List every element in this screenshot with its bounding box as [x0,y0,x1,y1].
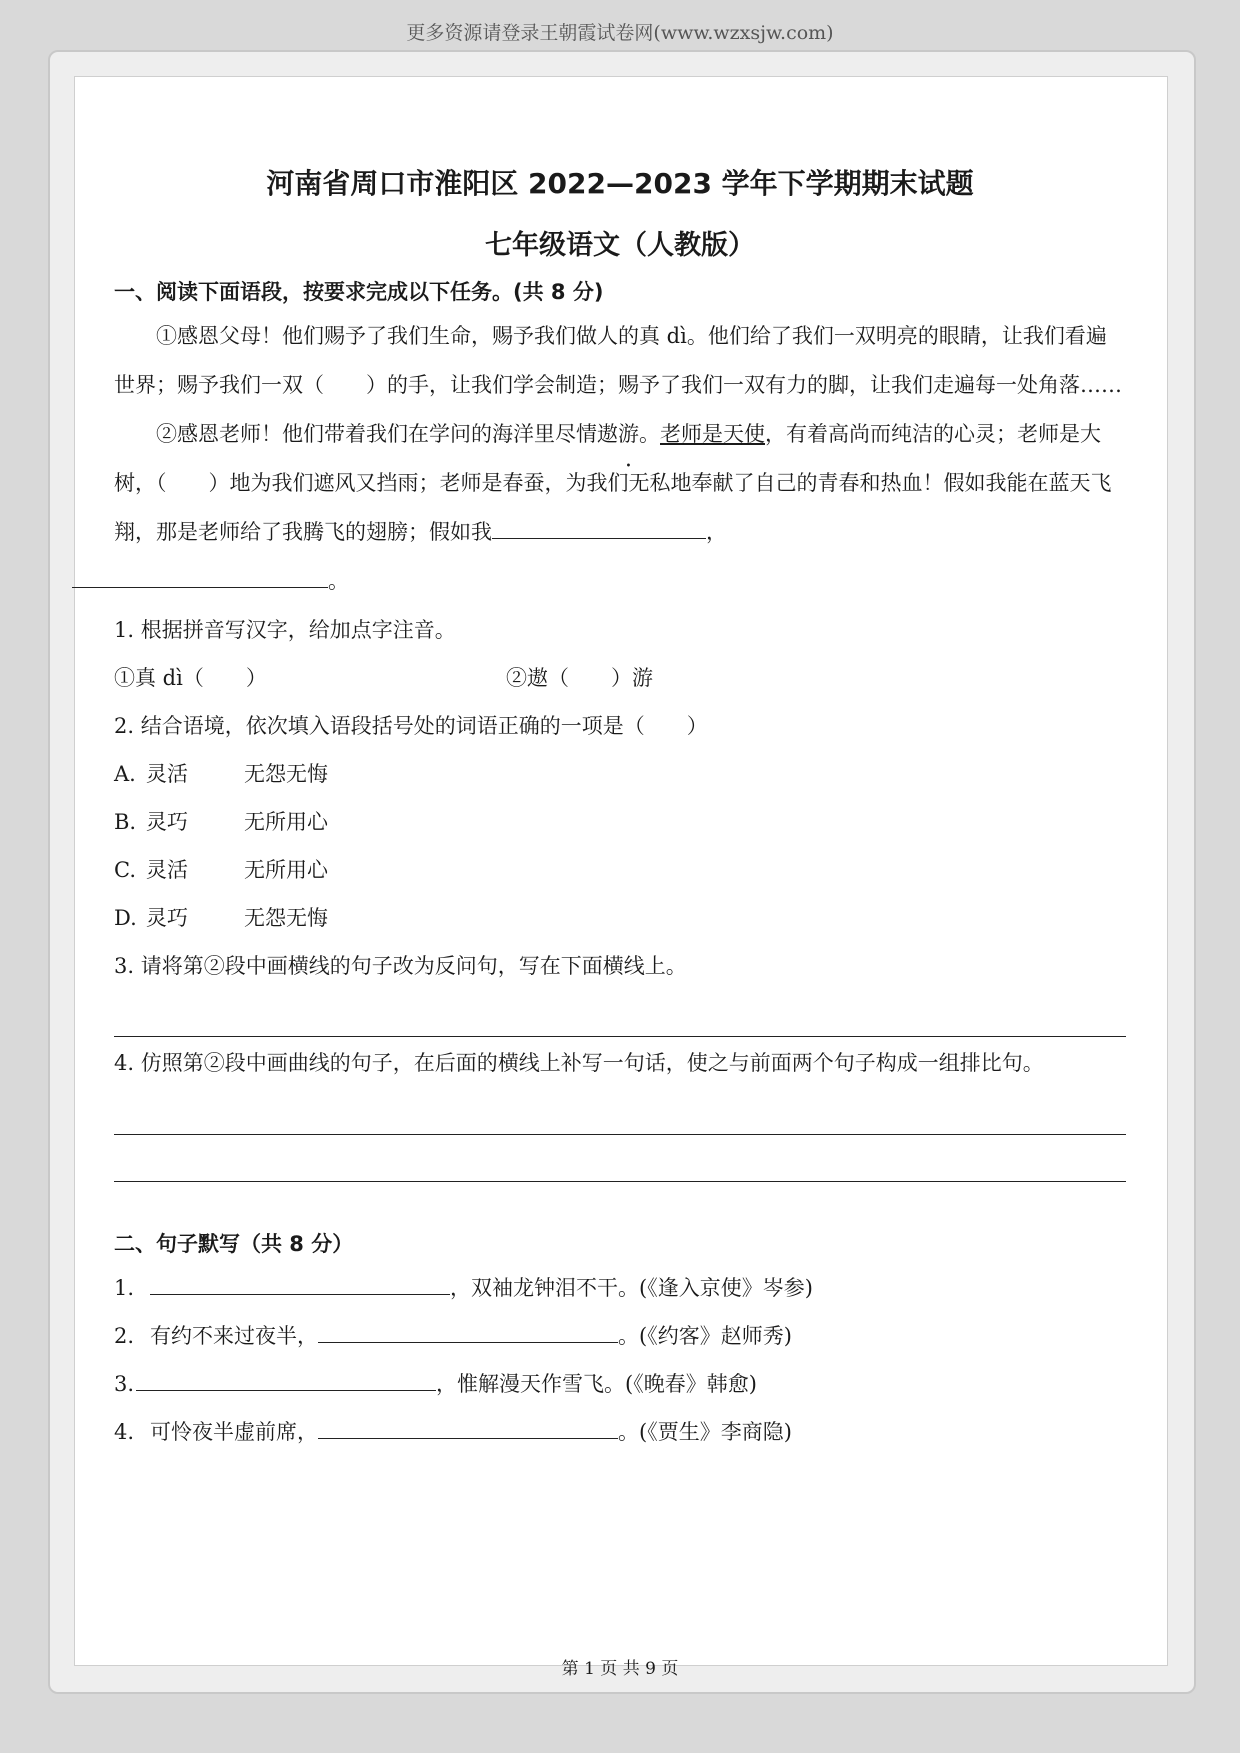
item-text: 可怜夜半虚前席， [150,1420,318,1444]
option-d[interactable] [114,894,1126,942]
option-word-1: 灵活 [146,762,188,786]
answer-blank[interactable] [492,514,706,539]
exam-content [114,156,1126,1456]
q1-answer-a: ①真 dì（ ） [114,666,267,690]
item-text: ，惟解漫天作雪飞。(《晚春》韩愈) [436,1372,757,1396]
option-letter: A. [114,762,136,786]
item-text: 。(《约客》赵师秀) [618,1324,792,1348]
dotted-char: 遨 [597,422,618,446]
answer-line-q3[interactable] [114,990,1126,1037]
recite-item-3 [114,1360,1126,1408]
option-word-2: 无所用心 [244,858,328,882]
site-banner: 更多资源请登录王朝霞试卷网(www.wzxsjw.com) [406,22,834,44]
option-word-1: 灵活 [146,858,188,882]
item-text: 。(《贾生》李商隐) [618,1420,792,1444]
question-4: 4. 仿照第②段中画曲线的句子，在后面的横线上补写一句话，使之与前面两个句子构成一组排比句。 [114,1051,1044,1075]
answer-blank[interactable] [150,1270,450,1295]
answer-blank[interactable] [136,1366,436,1391]
q1-answer-b: ②遨（ ）游 [506,666,653,690]
answer-blank[interactable] [72,563,328,588]
item-number: 1. [114,1276,135,1300]
answer-blank[interactable] [318,1414,618,1439]
option-word-2: 无所用心 [244,810,328,834]
item-text: 有约不来过夜半， [150,1324,318,1348]
paragraph-2-rest: ，有着高尚而纯洁的心灵；老师是大树，（ ）地为我们遮风又挡雨；老师是春蚕，为我们无私地奉献了自己的青春和热血！假如我能在蓝天飞翔，那是老师给了我腾飞的翅膀；假如我 [114,422,1112,544]
option-b[interactable] [114,798,1126,846]
item-number: 4. [114,1420,135,1444]
recite-item-1 [114,1264,1126,1312]
paragraph-2-mid: 游。 [618,422,660,446]
exam-subtitle: 七年级语文（人教版） [485,230,755,261]
option-a[interactable] [114,750,1126,798]
passage-paragraph-1: ①感恩父母！他们赐予了我们生命，赐予我们做人的真 dì。他们给了我们一双明亮的眼睛，让我们看遍世界；赐予我们一双（ ）的手，让我们学会制造；赐予了我们一双有力的脚，让我们走遍每一处角落…… [114,324,1122,397]
question-3: 3. 请将第②段中画横线的句子改为反问句，写在下面横线上。 [114,954,687,978]
paragraph-2-start: ②感恩老师！他们带着我们在学问的海洋里尽情 [156,422,597,446]
option-letter: B. [114,810,137,834]
option-word-2: 无怨无悔 [244,906,328,930]
question-1: 1. 根据拼音写汉字，给加点字注音。 [114,618,456,642]
answer-blank[interactable] [318,1318,618,1343]
section-2-heading: 二、句子默写（共 8 分） [114,1232,354,1256]
page-footer: 第 1 页 共 9 页 [561,1659,679,1679]
item-number: 3. [114,1372,135,1396]
recite-item-2 [114,1312,1126,1360]
question-1-answers [114,654,1126,702]
answer-line-q4-2[interactable] [114,1135,1126,1182]
option-c[interactable] [114,846,1126,894]
option-word-1: 灵巧 [146,810,188,834]
paragraph-2-end: 。 [328,569,349,593]
option-letter: C. [114,858,136,882]
item-text: ，双袖龙钟泪不干。(《逢入京使》岑参) [450,1276,813,1300]
option-letter: D. [114,906,137,930]
passage-paragraph-2: ②感恩老师！他们带着我们在学问的海洋里尽情遨游。老师是天使，有着高尚而纯洁的心灵；老师是大树，（ ）地为我们遮风又挡雨；老师是春蚕，为我们无私地奉献了自己的青春和热血！假如我能在蓝天飞翔，那是老师给了我腾飞的翅膀；假如我 ， 。 [114,410,1126,606]
exam-title: 河南省周口市淮阳区 2022—2023 学年下学期期末试题 [266,167,974,200]
recite-item-4 [114,1408,1126,1456]
answer-line-q4-1[interactable] [114,1088,1126,1135]
section-1-heading: 一、阅读下面语段，按要求完成以下任务。(共 8 分) [114,280,604,304]
question-2: 2. 结合语境，依次填入语段括号处的词语正确的一项是（ ） [114,714,708,738]
underlined-sentence: 老师是天使 [660,422,765,446]
item-number: 2. [114,1324,135,1348]
option-word-1: 灵巧 [146,906,188,930]
option-word-2: 无怨无悔 [244,762,328,786]
